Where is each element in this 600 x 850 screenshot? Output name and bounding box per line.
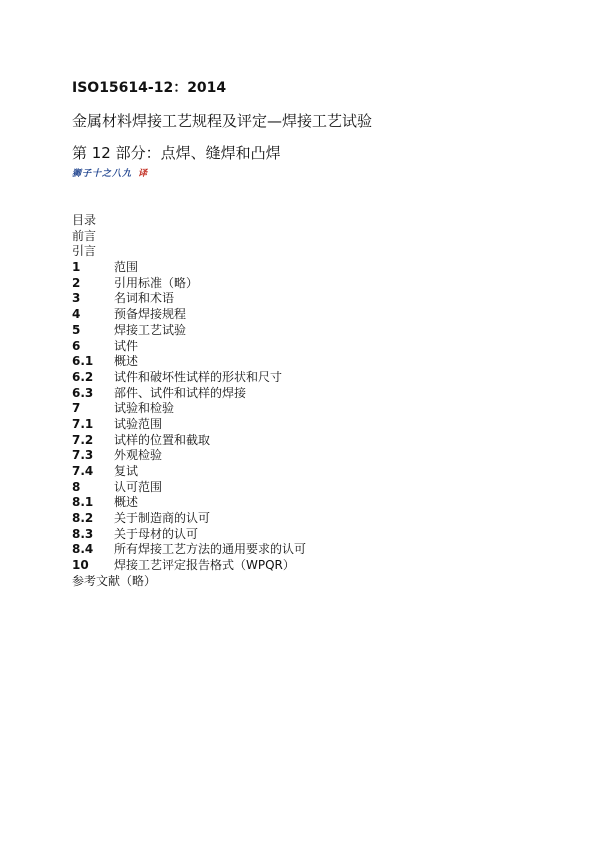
toc-entry-title: 焊接工艺评定报告格式（WPQR） <box>114 558 295 573</box>
toc-entry-title: 关于制造商的认可 <box>114 511 211 526</box>
toc-entry-title: 外观检验 <box>114 448 163 463</box>
toc-entry-title: 试样的位置和截取 <box>114 432 211 447</box>
document-title: 金属材料焊接工艺规程及评定—焊接工艺试验 <box>72 112 373 130</box>
toc-entry-number: 7.4 <box>72 464 94 478</box>
toc-entry <box>72 480 532 496</box>
toc-entry <box>72 558 532 574</box>
toc-entry <box>72 511 532 527</box>
toc-references: 参考文献（略） <box>72 573 157 588</box>
toc-entry-number: 8.3 <box>72 526 94 541</box>
toc-entry-number: 7.2 <box>72 432 94 447</box>
toc-front-item: 引言 <box>72 244 97 259</box>
toc-entry-number: 10 <box>72 558 89 573</box>
toc-entry-title: 预备焊接规程 <box>114 307 187 322</box>
toc-entry <box>72 542 532 558</box>
toc-entry-title: 认可范围 <box>114 479 163 494</box>
toc-entry <box>72 339 532 355</box>
standard-code: ISO15614-12：2014 <box>72 80 227 96</box>
toc-entry-title: 试验范围 <box>114 416 163 431</box>
toc-entry <box>72 276 532 292</box>
toc-entry <box>72 401 532 417</box>
toc-entry <box>72 323 532 339</box>
toc-front-item: 前言 <box>72 228 97 243</box>
toc-entry <box>72 386 532 402</box>
toc-entry <box>72 370 532 386</box>
toc-entry-number: 7 <box>72 401 81 416</box>
toc-entry-title: 所有焊接工艺方法的通用要求的认可 <box>114 542 307 557</box>
toc-entry-number: 5 <box>72 322 81 337</box>
toc-entry-number: 3 <box>72 291 81 306</box>
toc-entry-number: 7.3 <box>72 448 94 463</box>
translator-name: 狮子十之八九 <box>72 169 133 179</box>
toc-entry-number: 6 <box>72 338 81 353</box>
toc-entry-title: 焊接工艺试验 <box>114 322 187 337</box>
toc-entry-number: 8.4 <box>72 542 94 557</box>
toc-entry-number: 1 <box>72 260 81 275</box>
toc-entry-title: 部件、试件和试样的焊接 <box>114 385 247 400</box>
table-of-contents <box>72 213 532 590</box>
toc-entry-title: 试件 <box>114 338 139 353</box>
translator-credit <box>72 168 148 180</box>
toc-entry <box>72 527 532 543</box>
toc-entry <box>72 433 532 449</box>
toc-entry-number: 8.1 <box>72 495 94 510</box>
toc-entry-title: 试件和破坏性试样的形状和尺寸 <box>114 369 283 384</box>
toc-entry-number: 7.1 <box>72 416 94 431</box>
toc-entry-number: 6.3 <box>72 385 94 400</box>
toc-entry-title: 引用标准（略） <box>114 275 199 290</box>
toc-entry <box>72 464 532 480</box>
toc-entry-number: 8 <box>72 479 81 494</box>
toc-entry-title: 关于母材的认可 <box>114 526 199 541</box>
toc-entry <box>72 495 532 511</box>
toc-entry-number: 6.2 <box>72 369 94 384</box>
document-subtitle: 第 12 部分：点焊、缝焊和凸焊 <box>72 144 281 162</box>
toc-entry-number: 2 <box>72 275 81 290</box>
toc-entry-number: 4 <box>72 307 81 322</box>
toc-entry-title: 范围 <box>114 260 139 275</box>
toc-entry <box>72 307 532 323</box>
toc-entry-title: 概述 <box>114 354 139 369</box>
toc-entry-number: 6.1 <box>72 354 94 369</box>
toc-entry-title: 复试 <box>114 464 139 478</box>
toc-heading: 目录 <box>72 213 97 227</box>
toc-entry <box>72 354 532 370</box>
toc-entry-title: 试验和检验 <box>114 401 175 416</box>
toc-entry-number: 8.2 <box>72 511 94 526</box>
toc-entry <box>72 291 532 307</box>
translator-role: 译 <box>138 169 149 179</box>
toc-entry <box>72 417 532 433</box>
toc-entry <box>72 260 532 276</box>
toc-entry <box>72 448 532 464</box>
toc-entry-title: 名词和术语 <box>114 291 175 306</box>
toc-entry-title: 概述 <box>114 495 139 510</box>
